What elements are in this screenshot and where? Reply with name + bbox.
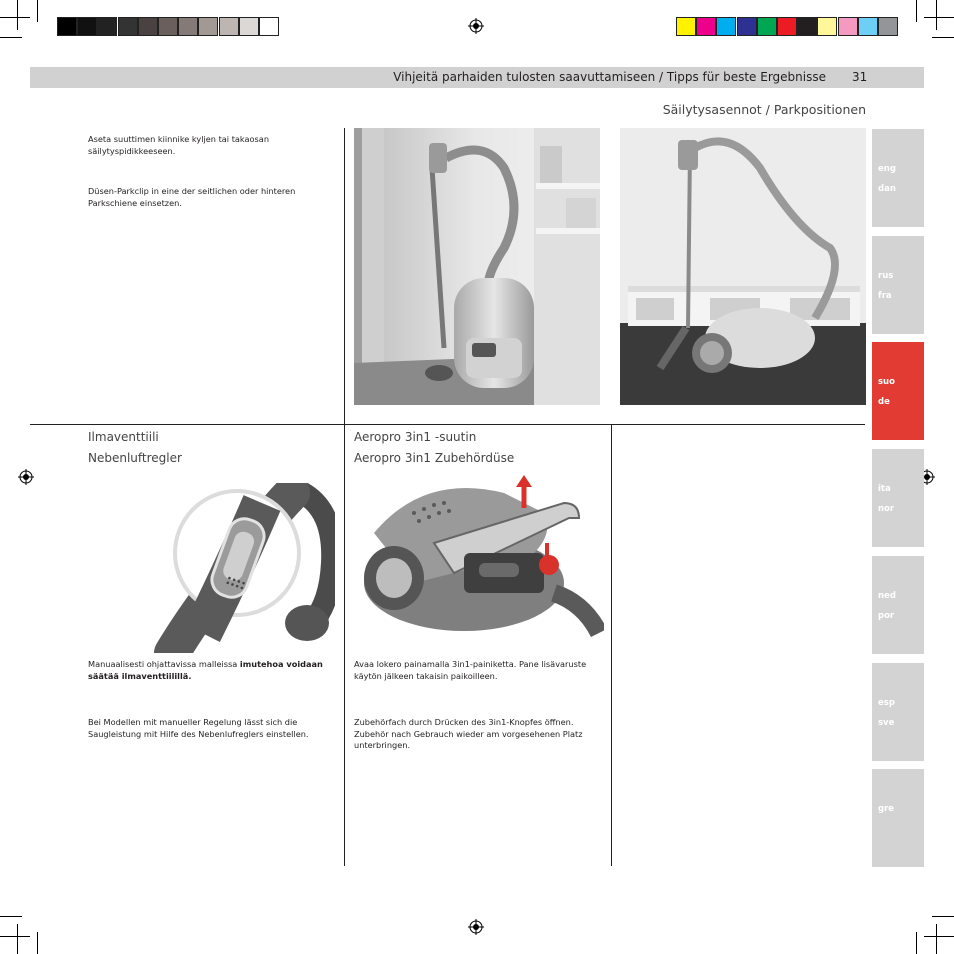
language-tab-esp[interactable] [872,663,924,761]
top-left-text-de: Düsen-Parkclip in eine der seitlichen oder hinteren Parkschiene einsetzen. [88,186,296,208]
language-tab-eng[interactable] [872,129,924,227]
column-divider [344,128,345,866]
vacuum-room-photo [620,128,866,405]
grayscale-swatch [118,17,138,36]
grayscale-swatch [138,17,158,36]
process-swatch [878,17,898,36]
air-regulator-title-fi: Ilmaventtiili [88,430,159,444]
vacuum-closet-photo [354,128,600,405]
header-title: Vihjeitä parhaiden tulosten saavuttamiseen / Tipps für beste Ergebnisse [393,70,826,84]
language-tab-label: gre [878,804,895,815]
language-tab-gre[interactable] [872,769,924,867]
air-regulator-text-fi-bold: imutehoa voidaan säätää ilmaventtiilillä. [88,659,323,681]
grayscale-swatch [77,17,97,36]
air-regulator-text-fi [88,659,328,682]
aeropro-text-fi: Avaa lokero painamalla 3in1-painiketta. Pane lisävaruste käytön jälkeen takaisin paikoilleen. [354,659,587,681]
process-swatch [676,17,696,36]
aeropro-text-de: Zubehörfach durch Drücken des 3in1-Knopfes öffnen. Zubehör nach Gebrauch wieder am vorgesehenen Platz unterbringen. [354,717,583,750]
process-swatch [696,17,716,36]
process-swatch [817,17,837,36]
language-tab-ita[interactable] [872,449,924,547]
air-regulator-title-de: Nebenluftregler [88,451,182,465]
language-tab-label: de [878,397,890,408]
process-swatch [838,17,858,36]
language-tab-ned[interactable] [872,556,924,654]
grayscale-swatch [198,17,218,36]
process-swatch [757,17,777,36]
top-left-text-fi: Aseta suuttimen kiinnike kyljen tai takaosan säilytyspidikkeeseen. [88,134,270,156]
language-tab-label: dan [878,184,896,194]
grayscale-swatch [259,17,279,36]
language-tab-suo[interactable] [872,342,924,440]
process-swatch [797,17,817,36]
language-tab-label: ita [878,484,891,495]
process-swatch [858,17,878,36]
registration-mark-icon [468,919,484,935]
row-divider [30,424,865,425]
aeropro-title-de: Aeropro 3in1 Zubehördüse [354,451,515,465]
aeropro-illustration [354,473,604,643]
grayscale-swatch [57,17,77,36]
registration-mark-icon [18,469,34,485]
process-swatch [737,17,757,36]
air-regulator-text-fi-plain: Manuaalisesti ohjattavissa malleissa [88,659,240,669]
registration-mark-icon [468,18,484,34]
page-number: 31 [852,70,868,84]
process-swatch [716,17,736,36]
language-tab-label: rus [878,270,894,281]
aeropro-title-fi: Aeropro 3in1 -suutin [354,430,477,444]
language-tab-label: esp [878,697,895,708]
grayscale-swatch [97,17,117,36]
section-title: Säilytysasennot / Parkpositionen [662,102,866,117]
grayscale-swatch [239,17,259,36]
language-tab-label: fra [878,290,892,301]
language-tab-label: eng [878,164,896,174]
column-divider [611,424,612,866]
language-tab-label: por [878,610,895,621]
language-tab-label: sve [878,717,895,728]
grayscale-swatch [178,17,198,36]
process-swatch [777,17,797,36]
grayscale-swatch [219,17,239,36]
language-tab-label: nor [878,504,895,515]
air-regulator-illustration [142,483,335,653]
language-tab-rus[interactable] [872,236,924,334]
grayscale-swatch [158,17,178,36]
air-regulator-text-de: Bei Modellen mit manueller Regelung lässt sich die Saugleistung mit Hilfe des Nebenlufreglers einstellen. [88,717,309,739]
language-tab-label: ned [878,590,896,601]
language-tab-label: suo [878,377,895,388]
